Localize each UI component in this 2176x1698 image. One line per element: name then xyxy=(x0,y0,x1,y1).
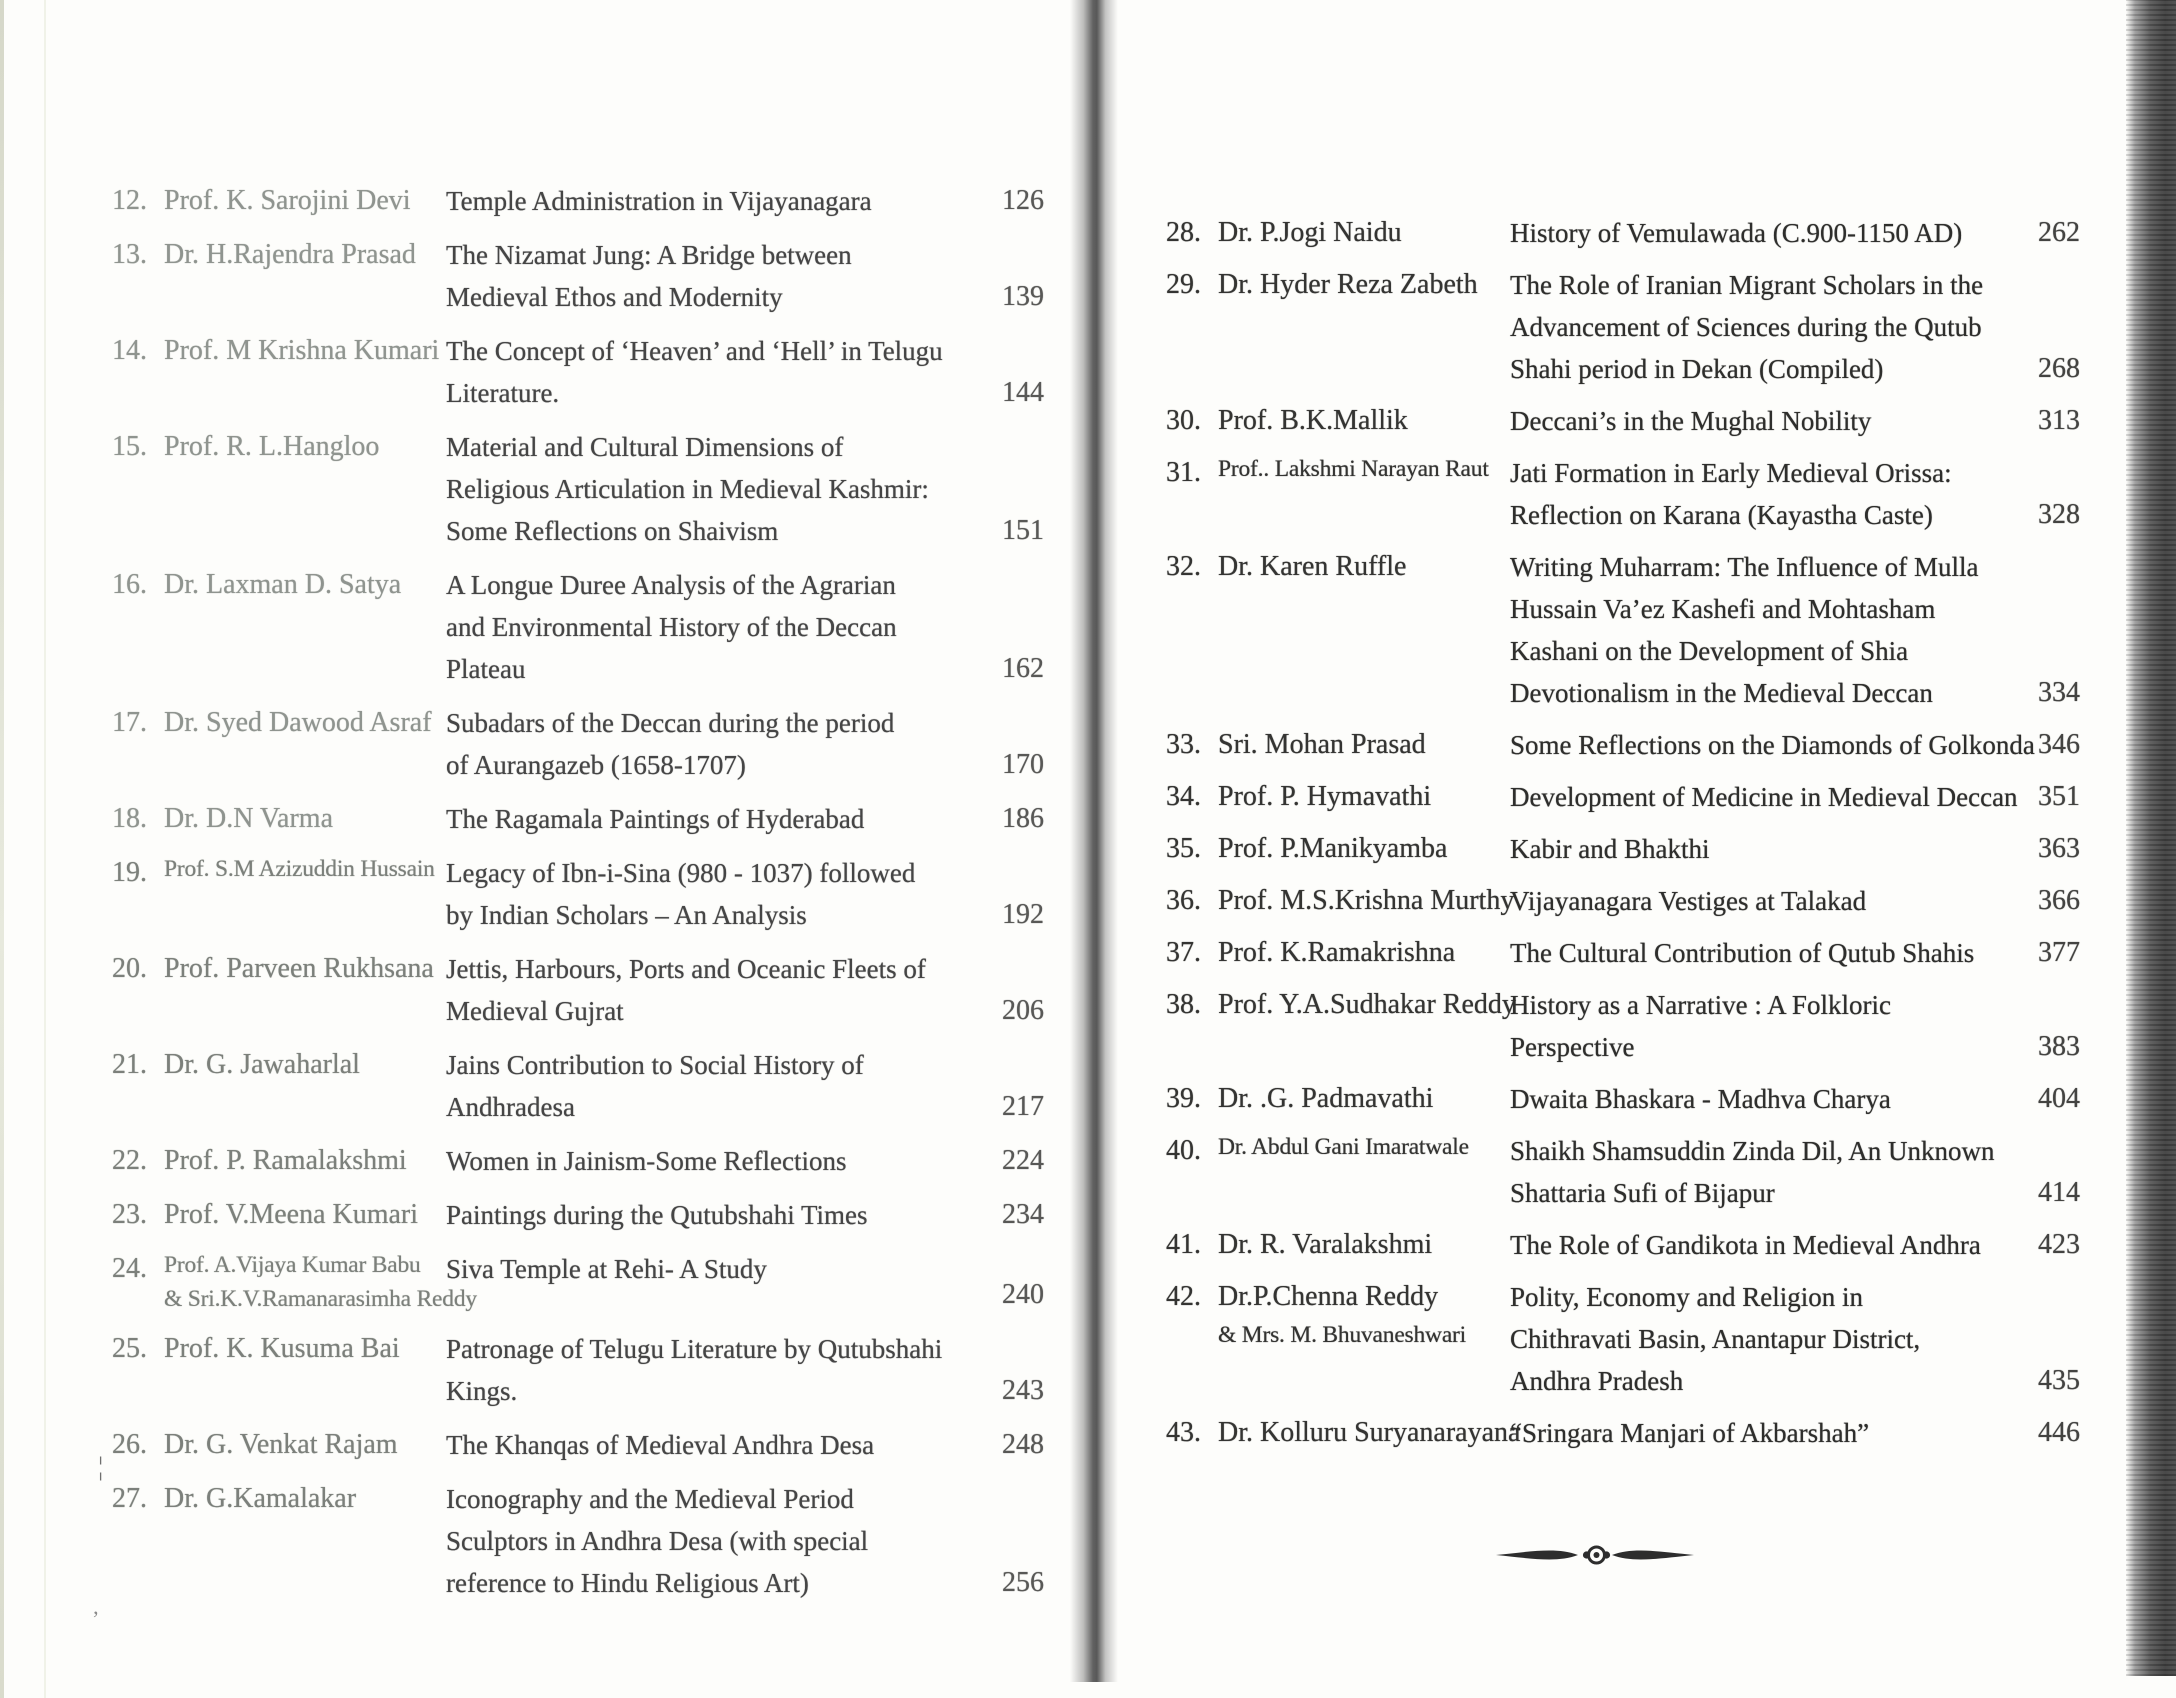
title-line: Literature. xyxy=(446,378,560,408)
title-line: Jati Formation in Early Medieval Orissa: xyxy=(1510,458,1952,488)
title-cell xyxy=(446,1044,966,1128)
title-line: Kings. xyxy=(446,1376,518,1406)
author-name-secondary: & Sri.K.V.Ramanarasimha Reddy xyxy=(164,1286,477,1312)
title-line: History as a Narrative : A Folkloric xyxy=(1510,990,1891,1020)
title-cell xyxy=(446,564,966,690)
page-number: 217 xyxy=(1002,1091,1044,1122)
author-name: Prof. R. L.Hangloo xyxy=(164,431,380,462)
author-name: Dr. H.Rajendra Prasad xyxy=(164,239,416,270)
title-line: The Ragamala Paintings of Hyderabad xyxy=(446,804,865,834)
toc-entry xyxy=(112,180,1044,222)
author-name: Prof. M Krishna Kumari xyxy=(164,335,440,366)
entry-number: 30. xyxy=(1166,405,1201,436)
author-name: Prof. M.S.Krishna Murthy xyxy=(1218,885,1515,916)
title-cell xyxy=(1510,1130,2002,1214)
author-cell xyxy=(1218,880,1515,922)
page-number: 248 xyxy=(1002,1429,1044,1460)
toc-entry xyxy=(1166,546,2080,714)
title-cell xyxy=(1510,984,2002,1068)
title-line: Chithravati Basin, Anantapur District, xyxy=(1510,1324,1921,1354)
author-name: Prof. P.Manikyamba xyxy=(1218,833,1448,864)
entry-number: 23. xyxy=(112,1199,147,1230)
divider-ornament-icon xyxy=(1495,1542,1695,1568)
author-name: Dr. R. Varalakshmi xyxy=(1218,1229,1433,1260)
title-line: Jains Contribution to Social History of xyxy=(446,1050,864,1080)
toc-entry xyxy=(1166,828,2080,870)
title-cell xyxy=(446,852,966,936)
title-line: A Longue Duree Analysis of the Agrarian xyxy=(446,570,896,600)
author-name: Dr. .G. Padmavathi xyxy=(1218,1083,1434,1114)
title-line: Shaikh Shamsuddin Zinda Dil, An Unknown xyxy=(1510,1136,1995,1166)
author-name-secondary: & Mrs. M. Bhuvaneshwari xyxy=(1218,1322,1467,1348)
title-cell xyxy=(1510,1224,2002,1266)
author-cell xyxy=(1218,932,1510,974)
toc-entry xyxy=(1166,932,2080,974)
title-line: Temple Administration in Vijayanagara xyxy=(446,186,872,216)
title-line: Paintings during the Qutubshahi Times xyxy=(446,1200,868,1230)
title-cell xyxy=(1510,932,2002,974)
author-cell xyxy=(164,1478,446,1604)
toc-entry xyxy=(1166,212,2080,254)
author-cell xyxy=(164,564,446,690)
author-cell xyxy=(1218,1276,1510,1402)
author-name: Dr. G. Jawaharlal xyxy=(164,1049,360,1080)
entry-number: 42. xyxy=(1166,1281,1201,1312)
author-cell xyxy=(1218,212,1510,254)
title-cell xyxy=(1510,264,2002,390)
title-cell xyxy=(446,426,966,552)
title-line: Jettis, Harbours, Ports and Oceanic Fleets of xyxy=(446,954,926,984)
author-name: Prof. Parveen Rukhsana xyxy=(164,953,434,984)
title-line: Some Reflections on Shaivism xyxy=(446,516,779,546)
title-cell xyxy=(1510,1412,2002,1454)
page-number: 192 xyxy=(1002,899,1044,930)
toc-entry xyxy=(112,234,1044,318)
entry-number: 41. xyxy=(1166,1229,1201,1260)
author-cell xyxy=(164,1424,446,1466)
toc-entry xyxy=(1166,1412,2080,1454)
entry-number: 14. xyxy=(112,335,147,366)
toc-entry xyxy=(1166,264,2080,390)
page-number: 366 xyxy=(2038,885,2080,916)
author-cell xyxy=(1218,1412,1521,1454)
page-number: 377 xyxy=(2038,937,2080,968)
toc-entry xyxy=(112,1140,1044,1182)
title-line: Kashani on the Development of Shia xyxy=(1510,636,1909,666)
page-number: 224 xyxy=(1002,1145,1044,1176)
toc-entry xyxy=(112,1044,1044,1128)
entry-number: 39. xyxy=(1166,1083,1201,1114)
author-cell xyxy=(164,180,446,222)
entry-number: 34. xyxy=(1166,781,1201,812)
title-line: Women in Jainism-Some Reflections xyxy=(446,1146,847,1176)
author-cell xyxy=(1218,1078,1510,1120)
author-cell xyxy=(164,1328,446,1412)
author-cell xyxy=(1218,264,1510,390)
author-cell xyxy=(1218,828,1510,870)
author-name: Dr. D.N Varma xyxy=(164,803,334,834)
toc-entry xyxy=(1166,984,2080,1068)
page-number: 334 xyxy=(2038,677,2080,708)
author-name: Dr. Abdul Gani Imaratwale xyxy=(1218,1134,1469,1160)
toc-entry xyxy=(112,852,1044,936)
author-name: Dr. P.Jogi Naidu xyxy=(1218,217,1402,248)
title-line: Perspective xyxy=(1510,1032,1635,1062)
toc-entry xyxy=(1166,1224,2080,1266)
author-cell xyxy=(164,852,446,936)
title-line: Subadars of the Deccan during the period xyxy=(446,708,895,738)
page-number: 240 xyxy=(1002,1279,1044,1310)
author-cell xyxy=(164,948,446,1032)
page-number: 206 xyxy=(1002,995,1044,1026)
title-line: Reflection on Karana (Kayastha Caste) xyxy=(1510,500,1933,530)
entry-number: 19. xyxy=(112,857,147,888)
toc-entry xyxy=(1166,400,2080,442)
title-cell xyxy=(446,798,966,840)
author-name: Prof. A.Vijaya Kumar Babu xyxy=(164,1252,421,1278)
author-name: Prof. Y.A.Sudhakar Reddy xyxy=(1218,989,1516,1020)
title-line: The Role of Iranian Migrant Scholars in the xyxy=(1510,270,1984,300)
title-cell xyxy=(446,1248,966,1316)
page-number: 363 xyxy=(2038,833,2080,864)
toc-entry xyxy=(112,1328,1044,1412)
title-line: Medieval Gujrat xyxy=(446,996,624,1026)
page-number: 234 xyxy=(1002,1199,1044,1230)
author-name: Prof. P. Hymavathi xyxy=(1218,781,1432,812)
title-line: Shattaria Sufi of Bijapur xyxy=(1510,1178,1775,1208)
title-line: Dwaita Bhaskara - Madhva Charya xyxy=(1510,1084,1891,1114)
entry-number: 27. xyxy=(112,1483,147,1514)
title-cell xyxy=(446,948,966,1032)
author-cell xyxy=(164,330,446,414)
entry-number: 13. xyxy=(112,239,147,270)
author-name: Prof. V.Meena Kumari xyxy=(164,1199,419,1230)
toc-rows-right xyxy=(1166,212,2080,1454)
tailpiece-divider xyxy=(1495,1542,1695,1568)
title-line: Medieval Ethos and Modernity xyxy=(446,282,783,312)
title-line: Legacy of Ibn-i-Sina (980 - 1037) followed xyxy=(446,858,916,888)
entry-number: 31. xyxy=(1166,457,1201,488)
entry-number: 15. xyxy=(112,431,147,462)
author-name: Prof.. Lakshmi Narayan Raut xyxy=(1218,456,1489,482)
page-number: 262 xyxy=(2038,217,2080,248)
toc-entry xyxy=(1166,1078,2080,1120)
title-line: Development of Medicine in Medieval Deccan xyxy=(1510,782,2018,812)
entry-number: 25. xyxy=(112,1333,147,1364)
author-cell xyxy=(164,234,446,318)
scan-speck: ’ xyxy=(92,1606,100,1631)
title-cell xyxy=(446,330,966,414)
title-cell xyxy=(1510,452,2002,536)
author-cell xyxy=(164,1194,446,1236)
left-page xyxy=(112,180,1044,1604)
author-cell xyxy=(1218,1130,1510,1214)
scanner-left-edge xyxy=(0,0,4,1698)
toc-entry xyxy=(1166,452,2080,536)
author-name: Dr.P.Chenna Reddy xyxy=(1218,1281,1439,1312)
author-cell xyxy=(1218,452,1510,536)
entry-number: 40. xyxy=(1166,1135,1201,1166)
author-name: Prof. B.K.Mallik xyxy=(1218,405,1408,436)
page-number: 144 xyxy=(1002,377,1044,408)
entry-number: 24. xyxy=(112,1253,147,1284)
title-line: Iconography and the Medieval Period xyxy=(446,1484,854,1514)
entry-number: 18. xyxy=(112,803,147,834)
author-name: Dr. Syed Dawood Asraf xyxy=(164,707,432,738)
entry-number: 43. xyxy=(1166,1417,1201,1448)
left-margin-crease xyxy=(44,0,46,1698)
author-name: Prof. K.Ramakrishna xyxy=(1218,937,1456,968)
title-cell xyxy=(1510,776,2018,818)
title-line: The Role of Gandikota in Medieval Andhra xyxy=(1510,1230,1981,1260)
author-cell xyxy=(1218,776,1510,818)
title-cell xyxy=(1510,724,2035,766)
page-number: 383 xyxy=(2038,1031,2080,1062)
page-number: 256 xyxy=(1002,1567,1044,1598)
toc-entry xyxy=(1166,880,2080,922)
title-cell xyxy=(446,1140,966,1182)
title-line: Siva Temple at Rehi- A Study xyxy=(446,1254,767,1284)
toc-entry xyxy=(112,798,1044,840)
title-line: Sculptors in Andhra Desa (with special xyxy=(446,1526,869,1556)
entry-number: 29. xyxy=(1166,269,1201,300)
title-line: Kabir and Bhakthi xyxy=(1510,834,1710,864)
author-name: Prof. K. Sarojini Devi xyxy=(164,185,411,216)
toc-entry xyxy=(1166,724,2080,766)
title-line: Andhradesa xyxy=(446,1092,575,1122)
author-name: Dr. Karen Ruffle xyxy=(1218,551,1407,582)
page-number: 351 xyxy=(2038,781,2080,812)
title-cell xyxy=(446,1194,966,1236)
page-number: 151 xyxy=(1002,515,1044,546)
author-cell xyxy=(164,1044,446,1128)
page-number: 126 xyxy=(1002,185,1044,216)
title-line: of Aurangazeb (1658-1707) xyxy=(446,750,746,780)
toc-entry xyxy=(112,948,1044,1032)
title-cell xyxy=(446,180,966,222)
entry-number: 21. xyxy=(112,1049,147,1080)
page-number: 243 xyxy=(1002,1375,1044,1406)
author-name: Dr. G.Kamalakar xyxy=(164,1483,357,1514)
author-name: Prof. K. Kusuma Bai xyxy=(164,1333,400,1364)
toc-entry xyxy=(112,1478,1044,1604)
title-line: Advancement of Sciences during the Qutub xyxy=(1510,312,1982,342)
title-cell xyxy=(446,702,966,786)
author-name: Dr. G. Venkat Rajam xyxy=(164,1429,398,1460)
title-line: The Khanqas of Medieval Andhra Desa xyxy=(446,1430,875,1460)
page-number: 346 xyxy=(2038,729,2080,760)
title-cell xyxy=(446,1478,966,1604)
entry-number: 20. xyxy=(112,953,147,984)
title-line: Deccani’s in the Mughal Nobility xyxy=(1510,406,1872,436)
book-gutter-shadow xyxy=(1070,0,1118,1682)
entry-number: 16. xyxy=(112,569,147,600)
title-line: The Cultural Contribution of Qutub Shahis xyxy=(1510,938,1975,968)
page-number: 328 xyxy=(2038,499,2080,530)
author-cell xyxy=(1218,400,1510,442)
toc-entry xyxy=(112,564,1044,690)
toc-entry xyxy=(112,702,1044,786)
toc-entry xyxy=(112,1194,1044,1236)
title-line: Shahi period in Dekan (Compiled) xyxy=(1510,354,1884,384)
title-cell xyxy=(446,1424,966,1466)
toc-entry xyxy=(1166,1130,2080,1214)
title-line: Plateau xyxy=(446,654,526,684)
page-number: 313 xyxy=(2038,405,2080,436)
title-line: Vijayanagara Vestiges at Talakad xyxy=(1510,886,1867,916)
page-number: 170 xyxy=(1002,749,1044,780)
right-page xyxy=(1166,212,2080,1454)
entry-number: 36. xyxy=(1166,885,1201,916)
page-number: 186 xyxy=(1002,803,1044,834)
page-number: 268 xyxy=(2038,353,2080,384)
entry-number: 35. xyxy=(1166,833,1201,864)
entry-number: 12. xyxy=(112,185,147,216)
author-name: Sri. Mohan Prasad xyxy=(1218,729,1426,760)
page-edge-shadow xyxy=(2126,0,2176,1676)
page-number: 423 xyxy=(2038,1229,2080,1260)
entry-number: 17. xyxy=(112,707,147,738)
author-cell xyxy=(1218,984,1516,1068)
entry-number: 38. xyxy=(1166,989,1201,1020)
page-number: 414 xyxy=(2038,1177,2080,1208)
toc-entry xyxy=(1166,776,2080,818)
title-line: Some Reflections on the Diamonds of Golkonda xyxy=(1510,730,2035,760)
author-name: Dr. Laxman D. Satya xyxy=(164,569,402,600)
title-line: “Sringara Manjari of Akbarshah” xyxy=(1510,1418,1870,1448)
title-line: Andhra Pradesh xyxy=(1510,1366,1684,1396)
author-name: Dr. Hyder Reza Zabeth xyxy=(1218,269,1478,300)
toc-entry xyxy=(112,1248,1044,1316)
page-number: 435 xyxy=(2038,1365,2080,1396)
toc-entry xyxy=(1166,1276,2080,1402)
title-cell xyxy=(446,1328,966,1412)
page-number: 446 xyxy=(2038,1417,2080,1448)
title-line: and Environmental History of the Deccan xyxy=(446,612,897,642)
title-line: Religious Articulation in Medieval Kashmir: xyxy=(446,474,929,504)
title-line: The Nizamat Jung: A Bridge between xyxy=(446,240,852,270)
author-name: Dr. Kolluru Suryanarayana xyxy=(1218,1417,1521,1448)
page-number: 404 xyxy=(2038,1083,2080,1114)
title-cell xyxy=(1510,880,2002,922)
title-line: Writing Muharram: The Influence of Mulla xyxy=(1510,552,1979,582)
author-cell xyxy=(164,1248,477,1316)
author-name: Prof. P. Ramalakshmi xyxy=(164,1145,407,1176)
title-cell xyxy=(446,234,966,318)
scan-speck: ¦ xyxy=(98,1452,104,1481)
author-cell xyxy=(164,426,446,552)
entry-number: 28. xyxy=(1166,217,1201,248)
title-line: History of Vemulawada (C.900-1150 AD) xyxy=(1510,218,1963,248)
title-line: Hussain Va’ez Kashefi and Mohtasham xyxy=(1510,594,1936,624)
entry-number: 26. xyxy=(112,1429,147,1460)
title-line: Devotionalism in the Medieval Deccan xyxy=(1510,678,1933,708)
title-line: Material and Cultural Dimensions of xyxy=(446,432,844,462)
entry-number: 37. xyxy=(1166,937,1201,968)
toc-rows-left xyxy=(112,180,1044,1604)
page-number: 139 xyxy=(1002,281,1044,312)
author-cell xyxy=(1218,546,1510,714)
title-line: Polity, Economy and Religion in xyxy=(1510,1282,1863,1312)
title-cell xyxy=(1510,400,2002,442)
author-cell xyxy=(164,1140,446,1182)
entry-number: 22. xyxy=(112,1145,147,1176)
title-line: reference to Hindu Religious Art) xyxy=(446,1568,809,1598)
author-cell xyxy=(164,798,446,840)
entry-number: 32. xyxy=(1166,551,1201,582)
title-line: The Concept of ‘Heaven’ and ‘Hell’ in Telugu xyxy=(446,336,943,366)
author-name: Prof. S.M Azizuddin Hussain xyxy=(164,856,435,882)
author-cell xyxy=(164,702,446,786)
title-cell xyxy=(1510,546,2002,714)
author-cell xyxy=(1218,1224,1510,1266)
author-cell xyxy=(1218,724,1510,766)
entry-number: 33. xyxy=(1166,729,1201,760)
title-cell xyxy=(1510,1078,2002,1120)
toc-entry xyxy=(112,330,1044,414)
title-cell xyxy=(1510,828,2002,870)
page-number: 162 xyxy=(1002,653,1044,684)
title-cell xyxy=(1510,212,2002,254)
toc-entry xyxy=(112,426,1044,552)
title-line: Patronage of Telugu Literature by Qutubshahi xyxy=(446,1334,943,1364)
toc-entry xyxy=(112,1424,1044,1466)
title-cell xyxy=(1510,1276,2002,1402)
title-line: by Indian Scholars – An Analysis xyxy=(446,900,807,930)
